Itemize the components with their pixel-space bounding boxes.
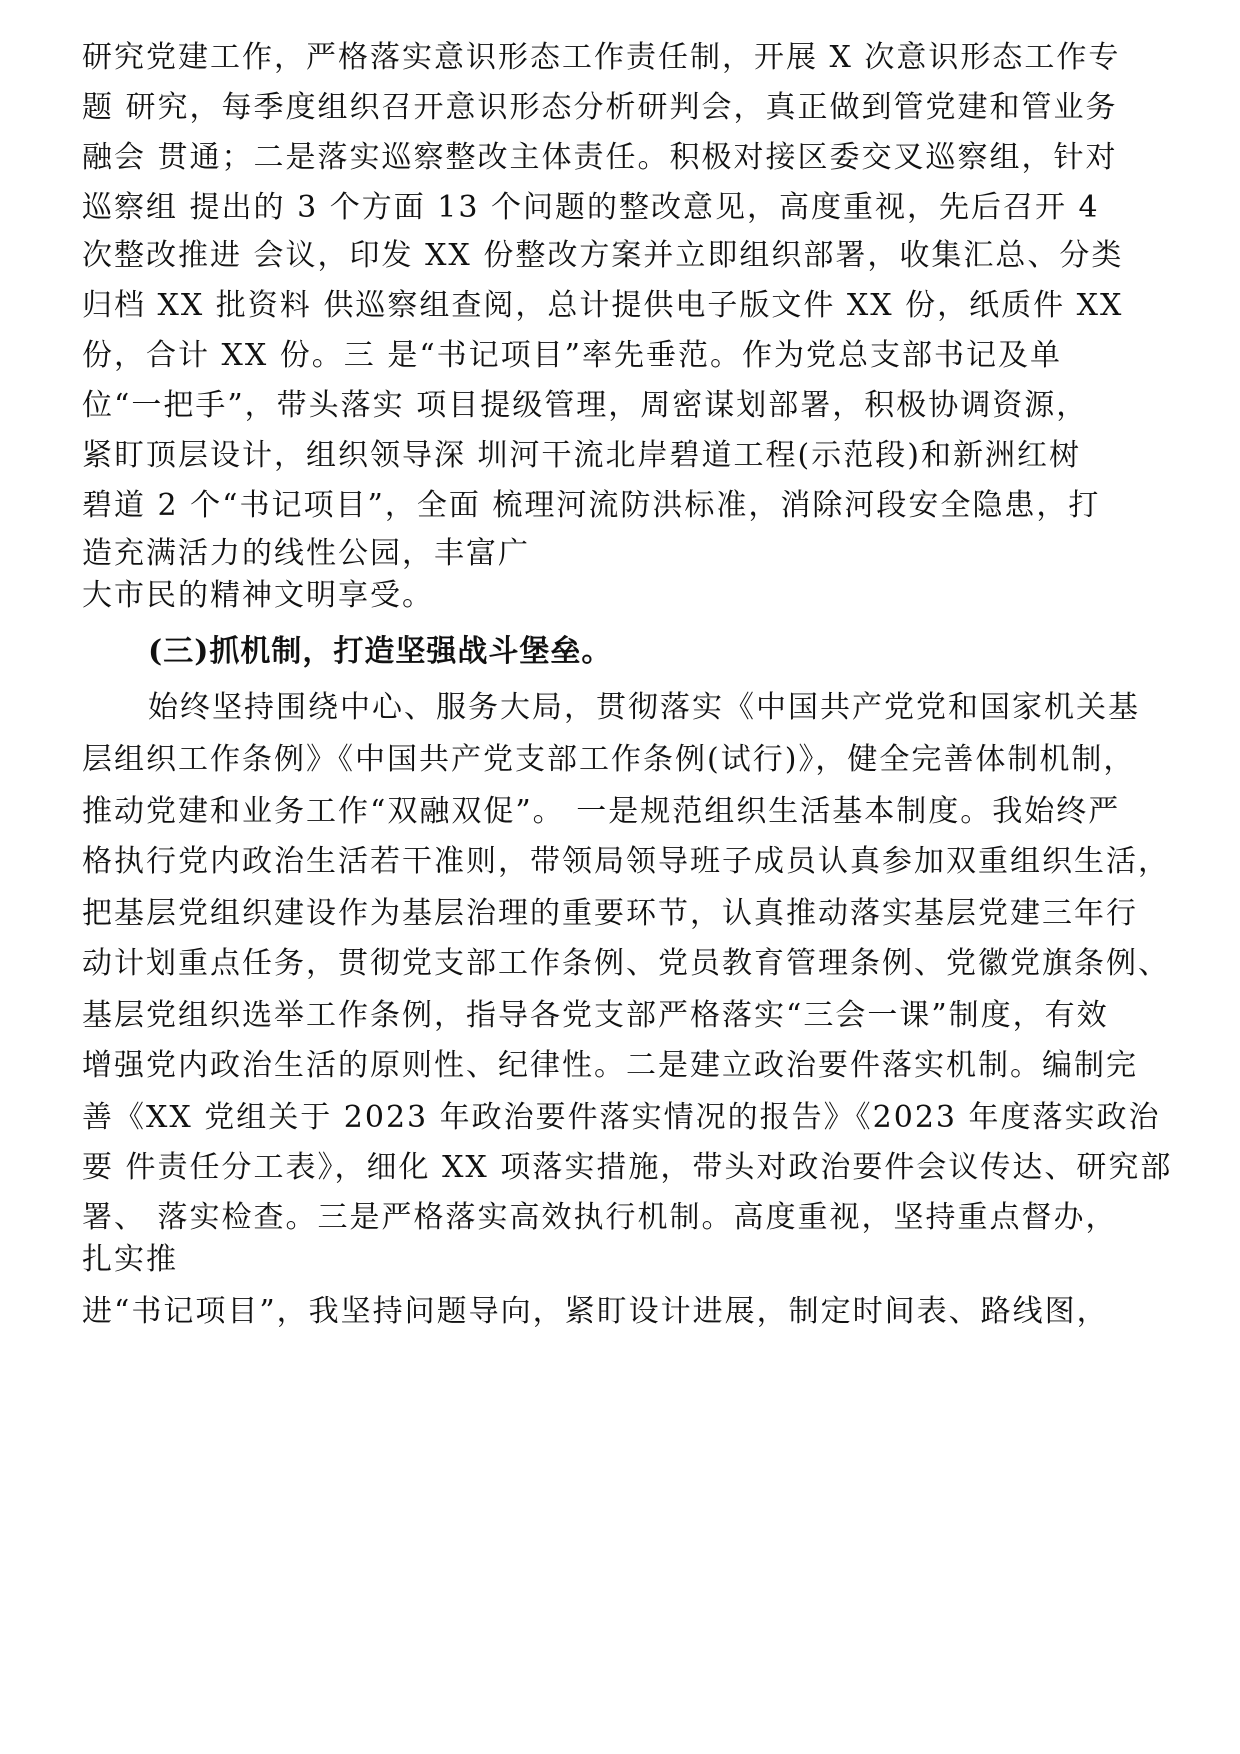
text-line: 研究党建工作，严格落实意识形态工作责任制，开展 X 次意识形态工作专 — [82, 40, 1121, 75]
text-line: 碧道 2 个“书记项目”，全面 梳理河流防洪标准，消除河段安全隐患，打 — [82, 488, 1101, 523]
text-line: 动计划重点任务，贯彻党支部工作条例、党员教育管理条例、党徽党旗条例、 — [82, 946, 1170, 981]
text-line: 大市民的精神文明享受。 — [82, 578, 434, 613]
text-line: 格执行党内政治生活若干准则，带领局领导班子成员认真参加双重组织生活， — [82, 844, 1170, 879]
text-line: 份，合计 XX 份。三 是“书记项目”率先垂范。作为党总支部书记及单 — [82, 338, 1062, 373]
text-line: 署、 落实检查。三是严格落实高效执行机制。高度重视，坚持重点督办， — [82, 1200, 1118, 1235]
text-line: 紧盯顶层设计，组织领导深 圳河干流北岸碧道工程(示范段)和新洲红树 — [82, 438, 1081, 473]
text-line: 题 研究，每季度组织召开意识形态分析研判会，真正做到管党建和管业务 — [82, 90, 1118, 125]
text-line: 增强党内政治生活的原则性、纪律性。二是建立政治要件落实机制。编制完 — [82, 1048, 1138, 1083]
text-line: 位“一把手”，带头落实 项目提级管理，周密谋划部署，积极协调资源， — [82, 388, 1089, 423]
text-line: 归档 XX 批资料 供巡察组查阅，总计提供电子版文件 XX 份，纸质件 XX — [82, 288, 1124, 323]
text-line: 善《XX 党组关于 2023 年政治要件落实情况的报告》《2023 年度落实政治 — [82, 1100, 1161, 1135]
text-line: 把基层党组织建设作为基层治理的重要环节，认真推动落实基层党建三年行 — [82, 896, 1138, 931]
section-heading: (三)抓机制，打造坚强战斗堡垒。 — [148, 634, 613, 669]
text-line: 层组织工作条例》《中国共产党支部工作条例(试行)》，健全完善体制机制， — [82, 742, 1136, 777]
text-line: 造充满活力的线性公园，丰富广 — [82, 536, 530, 571]
text-line: 扎实推 — [82, 1242, 178, 1277]
text-line: 基层党组织选举工作条例，指导各党支部严格落实“三会一课”制度，有效 — [82, 998, 1109, 1033]
text-line: 始终坚持围绕中心、服务大局，贯彻落实《中国共产党党和国家机关基 — [148, 690, 1140, 725]
text-line: 次整改推进 会议，印发 XX 份整改方案并立即组织部署，收集汇总、分类 — [82, 238, 1124, 273]
text-line: 推动党建和业务工作“双融双促”。 一是规范组织生活基本制度。我始终严 — [82, 794, 1121, 829]
text-line: 要 件责任分工表》，细化 XX 项落实措施，带头对政治要件会议传达、研究部 — [82, 1150, 1173, 1185]
text-line: 进“书记项目”，我坚持问题导向，紧盯设计进展，制定时间表、路线图， — [82, 1294, 1109, 1329]
text-line: 融会 贯通；二是落实巡察整改主体责任。积极对接区委交叉巡察组，针对 — [82, 140, 1118, 175]
text-line: 巡察组 提出的 3 个方面 13 个问题的整改意见，高度重视，先后召开 4 — [82, 190, 1100, 225]
